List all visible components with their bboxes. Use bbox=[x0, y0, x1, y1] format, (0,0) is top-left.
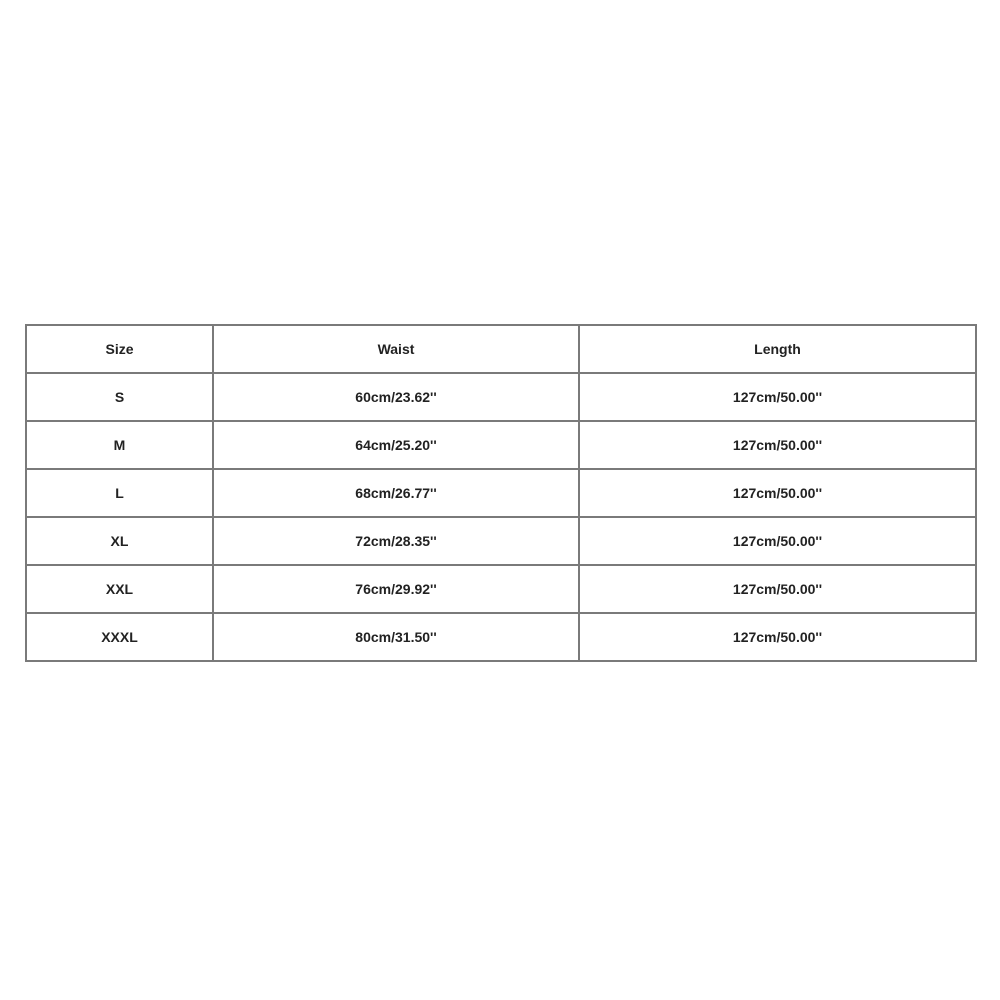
waist-cell: 80cm/31.50'' bbox=[213, 613, 579, 661]
waist-cell: 68cm/26.77'' bbox=[213, 469, 579, 517]
table-row bbox=[26, 565, 976, 613]
length-cell: 127cm/50.00'' bbox=[579, 469, 976, 517]
table-row bbox=[26, 421, 976, 469]
size-cell: M bbox=[26, 421, 213, 469]
length-cell: 127cm/50.00'' bbox=[579, 421, 976, 469]
size-cell: XL bbox=[26, 517, 213, 565]
header-length: Length bbox=[579, 325, 976, 373]
size-cell: XXL bbox=[26, 565, 213, 613]
waist-cell: 76cm/29.92'' bbox=[213, 565, 579, 613]
size-chart-table bbox=[25, 324, 977, 662]
length-cell: 127cm/50.00'' bbox=[579, 517, 976, 565]
waist-cell: 60cm/23.62'' bbox=[213, 373, 579, 421]
length-cell: 127cm/50.00'' bbox=[579, 565, 976, 613]
size-cell: XXXL bbox=[26, 613, 213, 661]
table-row bbox=[26, 613, 976, 661]
table-row bbox=[26, 469, 976, 517]
length-cell: 127cm/50.00'' bbox=[579, 373, 976, 421]
header-waist: Waist bbox=[213, 325, 579, 373]
table-row bbox=[26, 517, 976, 565]
length-cell: 127cm/50.00'' bbox=[579, 613, 976, 661]
header-size: Size bbox=[26, 325, 213, 373]
header-row bbox=[26, 325, 976, 373]
table-row bbox=[26, 373, 976, 421]
waist-cell: 64cm/25.20'' bbox=[213, 421, 579, 469]
waist-cell: 72cm/28.35'' bbox=[213, 517, 579, 565]
size-cell: S bbox=[26, 373, 213, 421]
size-cell: L bbox=[26, 469, 213, 517]
